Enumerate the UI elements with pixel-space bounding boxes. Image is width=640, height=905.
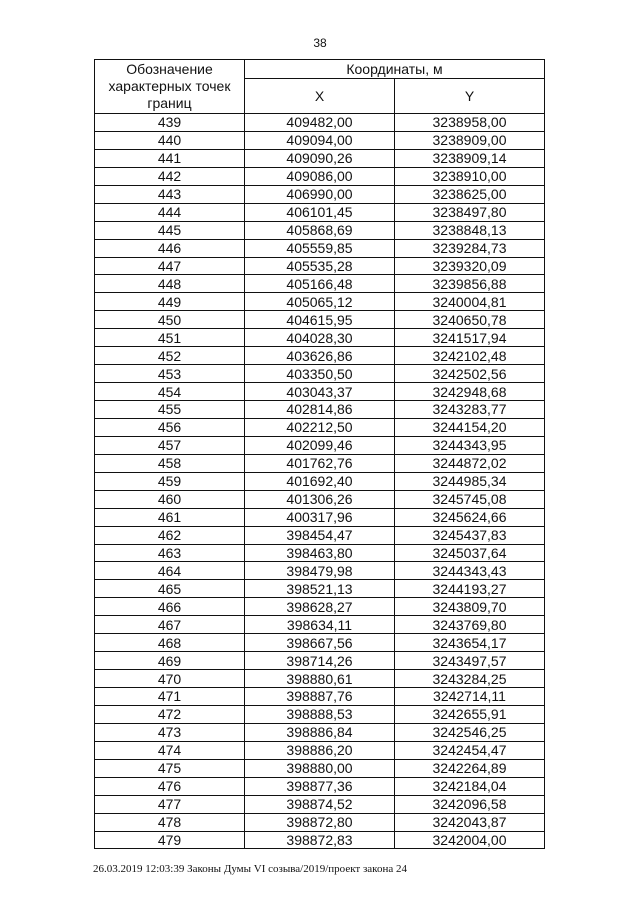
point-id-cell: 455 xyxy=(95,401,245,419)
table-row xyxy=(95,705,545,723)
table-row xyxy=(95,688,545,706)
y-coordinate-cell: 3238909,00 xyxy=(395,131,545,149)
x-coordinate-cell: 402814,86 xyxy=(245,401,395,419)
y-coordinate-cell: 3245745,08 xyxy=(395,490,545,508)
point-id-cell: 457 xyxy=(95,436,245,454)
y-coordinate-cell: 3242546,25 xyxy=(395,723,545,741)
point-id-cell: 470 xyxy=(95,670,245,688)
y-coordinate-cell: 3243654,17 xyxy=(395,634,545,652)
x-coordinate-cell: 401762,76 xyxy=(245,454,395,472)
x-coordinate-cell: 398880,61 xyxy=(245,670,395,688)
x-coordinate-cell: 398521,13 xyxy=(245,580,395,598)
point-id-cell: 447 xyxy=(95,257,245,275)
y-coordinate-cell: 3242096,58 xyxy=(395,795,545,813)
x-coordinate-cell: 403043,37 xyxy=(245,383,395,401)
point-id-cell: 477 xyxy=(95,795,245,813)
point-id-cell: 466 xyxy=(95,598,245,616)
y-coordinate-cell: 3239284,73 xyxy=(395,239,545,257)
point-id-cell: 458 xyxy=(95,454,245,472)
point-id-cell: 449 xyxy=(95,293,245,311)
point-id-cell: 465 xyxy=(95,580,245,598)
y-header: Y xyxy=(395,79,545,114)
point-id-cell: 467 xyxy=(95,616,245,634)
table-row xyxy=(95,221,545,239)
y-coordinate-cell: 3242714,11 xyxy=(395,688,545,706)
table-row xyxy=(95,149,545,167)
table-row xyxy=(95,544,545,562)
x-coordinate-cell: 403350,50 xyxy=(245,365,395,383)
point-id-cell: 441 xyxy=(95,149,245,167)
point-id-cell: 461 xyxy=(95,508,245,526)
point-id-cell: 452 xyxy=(95,347,245,365)
table-row xyxy=(95,634,545,652)
y-coordinate-cell: 3244872,02 xyxy=(395,454,545,472)
y-coordinate-cell: 3238958,00 xyxy=(395,114,545,132)
point-id-cell: 460 xyxy=(95,490,245,508)
table-row xyxy=(95,418,545,436)
x-coordinate-cell: 398479,98 xyxy=(245,562,395,580)
x-coordinate-cell: 398880,00 xyxy=(245,759,395,777)
y-coordinate-cell: 3244154,20 xyxy=(395,418,545,436)
table-row xyxy=(95,831,545,849)
y-coordinate-cell: 3242454,47 xyxy=(395,741,545,759)
x-coordinate-cell: 402212,50 xyxy=(245,418,395,436)
x-coordinate-cell: 398872,83 xyxy=(245,831,395,849)
table-row xyxy=(95,131,545,149)
table-row xyxy=(95,526,545,544)
table-row xyxy=(95,723,545,741)
point-id-cell: 443 xyxy=(95,185,245,203)
table-row xyxy=(95,508,545,526)
table-row xyxy=(95,472,545,490)
table-row xyxy=(95,652,545,670)
x-coordinate-cell: 398667,56 xyxy=(245,634,395,652)
x-coordinate-cell: 405535,28 xyxy=(245,257,395,275)
table-row xyxy=(95,275,545,293)
x-coordinate-cell: 398874,52 xyxy=(245,795,395,813)
table-row xyxy=(95,741,545,759)
y-coordinate-cell: 3239856,88 xyxy=(395,275,545,293)
y-coordinate-cell: 3240004,81 xyxy=(395,293,545,311)
y-coordinate-cell: 3242264,89 xyxy=(395,759,545,777)
point-id-cell: 444 xyxy=(95,203,245,221)
y-coordinate-cell: 3244343,95 xyxy=(395,436,545,454)
point-id-cell: 471 xyxy=(95,688,245,706)
x-coordinate-cell: 398714,26 xyxy=(245,652,395,670)
x-coordinate-cell: 398628,27 xyxy=(245,598,395,616)
point-id-cell: 473 xyxy=(95,723,245,741)
table-row xyxy=(95,239,545,257)
y-coordinate-cell: 3244343,43 xyxy=(395,562,545,580)
x-coordinate-cell: 398886,84 xyxy=(245,723,395,741)
point-id-cell: 463 xyxy=(95,544,245,562)
table-row xyxy=(95,257,545,275)
page-number: 38 xyxy=(313,36,327,50)
point-id-cell: 478 xyxy=(95,813,245,831)
y-coordinate-cell: 3244193,27 xyxy=(395,580,545,598)
x-coordinate-cell: 401692,40 xyxy=(245,472,395,490)
y-coordinate-cell: 3240650,78 xyxy=(395,311,545,329)
footer-stamp: 26.03.2019 12:03:39 Законы Думы VI созыва/2019/проект закона 24 xyxy=(93,863,407,875)
table-row xyxy=(95,114,545,132)
x-coordinate-cell: 409086,00 xyxy=(245,167,395,185)
y-coordinate-cell: 3242184,04 xyxy=(395,777,545,795)
table-row xyxy=(95,562,545,580)
table-row xyxy=(95,777,545,795)
coordinates-header: Координаты, м xyxy=(245,60,545,79)
table-row xyxy=(95,616,545,634)
table-row xyxy=(95,383,545,401)
x-coordinate-cell: 398888,53 xyxy=(245,705,395,723)
x-coordinate-cell: 406101,45 xyxy=(245,203,395,221)
y-coordinate-cell: 3242043,87 xyxy=(395,813,545,831)
point-id-cell: 475 xyxy=(95,759,245,777)
x-coordinate-cell: 401306,26 xyxy=(245,490,395,508)
y-coordinate-cell: 3241517,94 xyxy=(395,329,545,347)
x-coordinate-cell: 405166,48 xyxy=(245,275,395,293)
x-coordinate-cell: 405559,85 xyxy=(245,239,395,257)
point-id-cell: 462 xyxy=(95,526,245,544)
x-coordinate-cell: 404615,95 xyxy=(245,311,395,329)
y-coordinate-cell: 3238497,80 xyxy=(395,203,545,221)
table-row xyxy=(95,813,545,831)
point-id-cell: 476 xyxy=(95,777,245,795)
x-coordinate-cell: 409094,00 xyxy=(245,131,395,149)
x-coordinate-cell: 400317,96 xyxy=(245,508,395,526)
point-id-cell: 468 xyxy=(95,634,245,652)
x-coordinate-cell: 404028,30 xyxy=(245,329,395,347)
x-coordinate-cell: 398454,47 xyxy=(245,526,395,544)
designation-header: Обозначение характерных точек границ xyxy=(95,60,245,114)
y-coordinate-cell: 3245624,66 xyxy=(395,508,545,526)
table-row xyxy=(95,167,545,185)
x-coordinate-cell: 406990,00 xyxy=(245,185,395,203)
point-id-cell: 469 xyxy=(95,652,245,670)
point-id-cell: 464 xyxy=(95,562,245,580)
point-id-cell: 451 xyxy=(95,329,245,347)
y-coordinate-cell: 3238910,00 xyxy=(395,167,545,185)
table-row xyxy=(95,365,545,383)
point-id-cell: 450 xyxy=(95,311,245,329)
y-coordinate-cell: 3238625,00 xyxy=(395,185,545,203)
table-row xyxy=(95,454,545,472)
y-coordinate-cell: 3243497,57 xyxy=(395,652,545,670)
y-coordinate-cell: 3238909,14 xyxy=(395,149,545,167)
point-id-cell: 454 xyxy=(95,383,245,401)
table-row xyxy=(95,670,545,688)
point-id-cell: 439 xyxy=(95,114,245,132)
x-coordinate-cell: 409090,26 xyxy=(245,149,395,167)
point-id-cell: 474 xyxy=(95,741,245,759)
x-coordinate-cell: 402099,46 xyxy=(245,436,395,454)
y-coordinate-cell: 3244985,34 xyxy=(395,472,545,490)
x-coordinate-cell: 398872,80 xyxy=(245,813,395,831)
x-coordinate-cell: 403626,86 xyxy=(245,347,395,365)
y-coordinate-cell: 3238848,13 xyxy=(395,221,545,239)
y-coordinate-cell: 3242948,68 xyxy=(395,383,545,401)
point-id-cell: 446 xyxy=(95,239,245,257)
table-row xyxy=(95,311,545,329)
y-coordinate-cell: 3239320,09 xyxy=(395,257,545,275)
y-coordinate-cell: 3243284,25 xyxy=(395,670,545,688)
table-row xyxy=(95,580,545,598)
table-row xyxy=(95,329,545,347)
point-id-cell: 459 xyxy=(95,472,245,490)
x-coordinate-cell: 398463,80 xyxy=(245,544,395,562)
point-id-cell: 440 xyxy=(95,131,245,149)
point-id-cell: 442 xyxy=(95,167,245,185)
table-row xyxy=(95,293,545,311)
point-id-cell: 448 xyxy=(95,275,245,293)
y-coordinate-cell: 3245437,83 xyxy=(395,526,545,544)
x-coordinate-cell: 398887,76 xyxy=(245,688,395,706)
table-row xyxy=(95,203,545,221)
y-coordinate-cell: 3243809,70 xyxy=(395,598,545,616)
point-id-cell: 456 xyxy=(95,418,245,436)
table-row xyxy=(95,598,545,616)
x-coordinate-cell: 398886,20 xyxy=(245,741,395,759)
y-coordinate-cell: 3242102,48 xyxy=(395,347,545,365)
table-row xyxy=(95,436,545,454)
table-row xyxy=(95,401,545,419)
y-coordinate-cell: 3242502,56 xyxy=(395,365,545,383)
y-coordinate-cell: 3243769,80 xyxy=(395,616,545,634)
x-header: X xyxy=(245,79,395,114)
point-id-cell: 472 xyxy=(95,705,245,723)
x-coordinate-cell: 409482,00 xyxy=(245,114,395,132)
coordinates-table xyxy=(94,59,545,849)
y-coordinate-cell: 3242004,00 xyxy=(395,831,545,849)
table-row xyxy=(95,185,545,203)
point-id-cell: 453 xyxy=(95,365,245,383)
y-coordinate-cell: 3245037,64 xyxy=(395,544,545,562)
table-row xyxy=(95,795,545,813)
y-coordinate-cell: 3242655,91 xyxy=(395,705,545,723)
x-coordinate-cell: 405065,12 xyxy=(245,293,395,311)
table-row xyxy=(95,347,545,365)
x-coordinate-cell: 398634,11 xyxy=(245,616,395,634)
x-coordinate-cell: 405868,69 xyxy=(245,221,395,239)
point-id-cell: 445 xyxy=(95,221,245,239)
point-id-cell: 479 xyxy=(95,831,245,849)
table-row xyxy=(95,490,545,508)
table-row xyxy=(95,759,545,777)
x-coordinate-cell: 398877,36 xyxy=(245,777,395,795)
table-body xyxy=(95,114,545,849)
y-coordinate-cell: 3243283,77 xyxy=(395,401,545,419)
